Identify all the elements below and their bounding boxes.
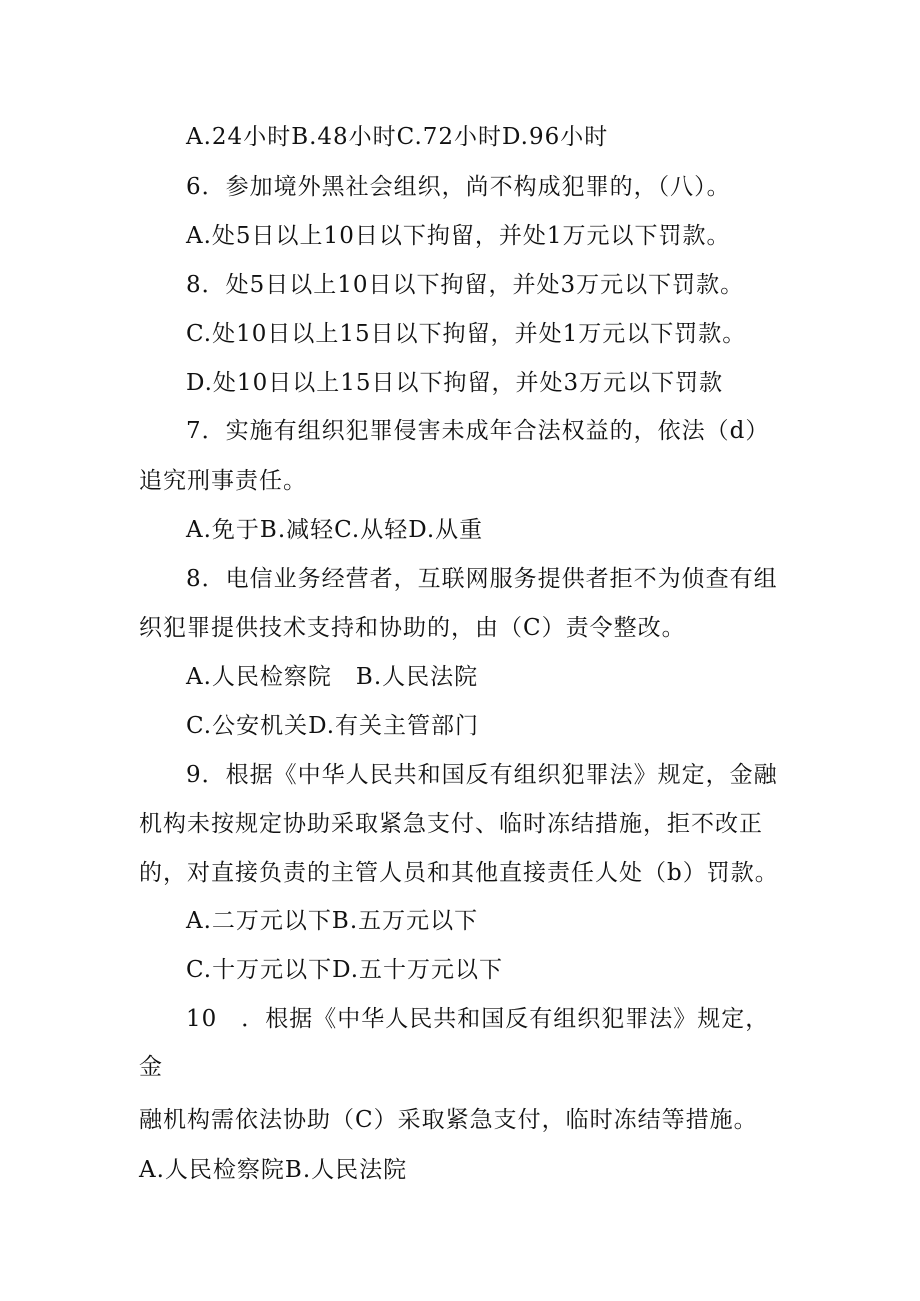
- option-line-q5: A.24小时B.48小时C.72小时D.96小时: [186, 124, 609, 150]
- options-cd-q8: C.公安机关D.有关主管部门: [186, 713, 480, 739]
- options-ab-q9: A.二万元以下B.五万元以下: [186, 908, 479, 934]
- options-ab-q8: A.人民检察院 B.人民法院: [186, 664, 479, 690]
- question-7: 7．实施有组织犯罪侵害未成年合法权益的，依法（d）: [186, 418, 770, 444]
- option-d-q6: D.处10日以上15日以下拘留，并处3万元以下罚款: [186, 370, 724, 396]
- question-8: 8．电信业务经营者，互联网服务提供者拒不为侦查有组: [186, 566, 778, 592]
- option-a-q6: A.处5日以上10日以下拘留，并处1万元以下罚款。: [186, 223, 731, 249]
- option-c-q6: C.处10日以上15日以下拘留，并处1万元以下罚款。: [186, 321, 747, 347]
- question-10: 10 ．根据《中华人民共和国反有组织犯罪法》规定，: [186, 1006, 770, 1032]
- question-9-continued-1: 机构未按规定协助采取紧急支付、临时冻结措施，拒不改正: [139, 811, 763, 837]
- options-ab-q10: A.人民检察院B.人民法院: [139, 1157, 408, 1183]
- question-6: 6．参加境外黑社会组织，尚不构成犯罪的，（八）。: [186, 174, 731, 200]
- question-8-continued: 织犯罪提供技术支持和协助的，由（C）责令整改。: [139, 615, 686, 641]
- options-cd-q9: C.十万元以下D.五十万元以下: [186, 957, 504, 983]
- option-b-q6: 8．处5日以上10日以下拘留，并处3万元以下罚款。: [186, 272, 745, 298]
- question-9: 9．根据《中华人民共和国反有组织犯罪法》规定，金融: [186, 762, 778, 788]
- question-7-continued: 追究刑事责任。: [139, 468, 307, 494]
- question-9-continued-2: 的，对直接负责的主管人员和其他直接责任人处（b）罚款。: [139, 860, 779, 886]
- question-10-wrap: 金: [139, 1054, 163, 1080]
- options-q7: A.免于B.减轻C.从轻D.从重: [186, 517, 484, 543]
- question-10-continued: 融机构需依法协助（C）采取紧急支付，临时冻结等措施。: [139, 1107, 758, 1133]
